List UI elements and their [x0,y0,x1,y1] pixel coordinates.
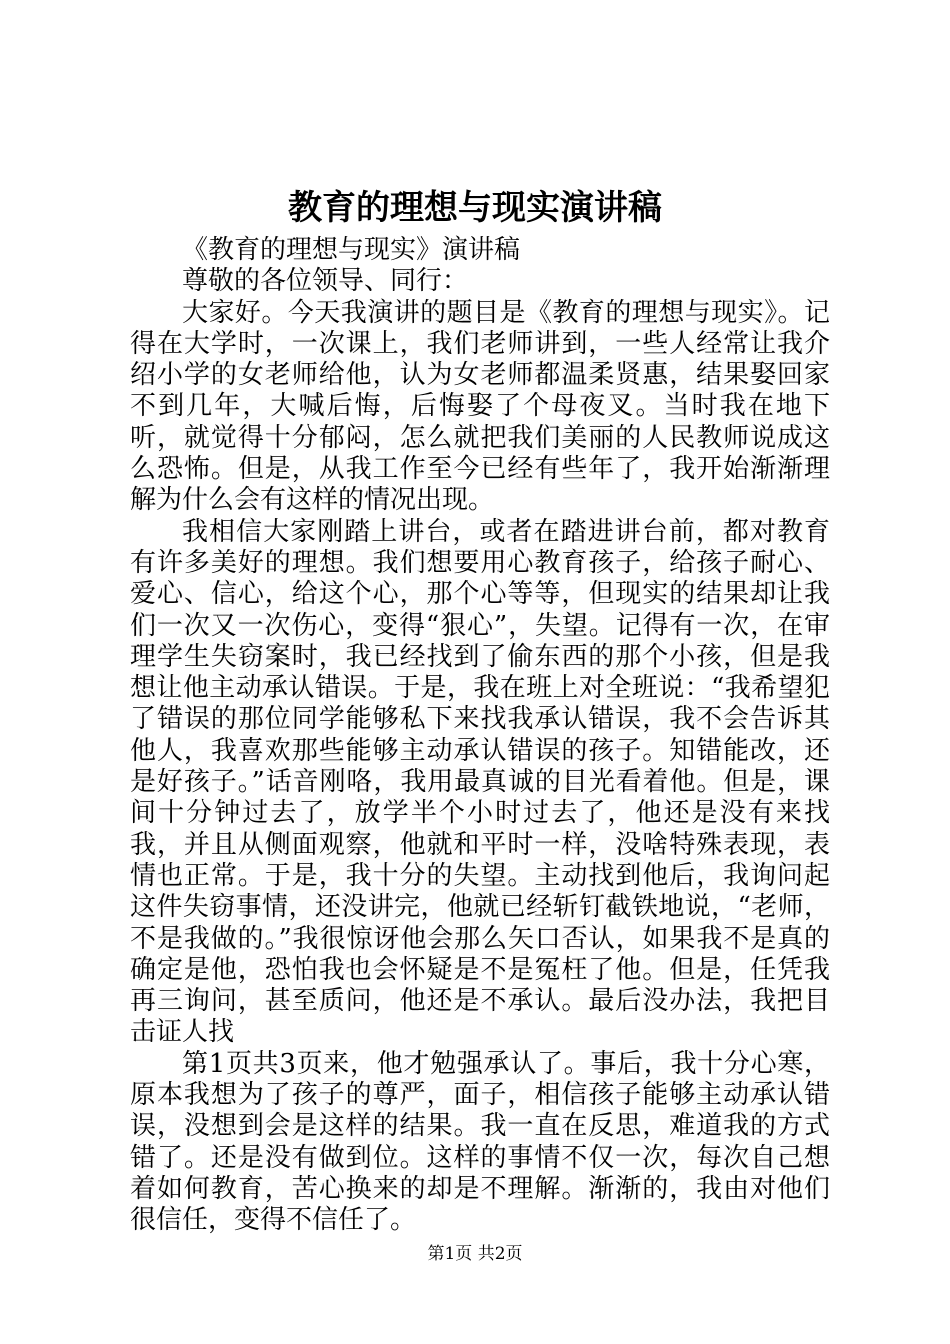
paragraph-intro: 大家好。今天我演讲的题目是《教育的理想与现实》。记得在大学时，一次课上，我们老师讲到，一些人经常让我介绍小学的女老师给他，认为女老师都温柔贤惠，结果娶回家不到几年，大喊后悔，后悔娶了个母夜叉。当时我在地下听，就觉得十分郁闷，怎么就把我们美丽的人民教师说成这么恐怖。但是，从我工作至今已经有些年了，我开始渐渐理解为什么会有这样的情况出现。 [130,297,830,516]
paragraph-reflection: 第1页共3页来，他才勉强承认了。事后，我十分心寒，原本我想为了孩子的尊严，面子，相信孩子能够主动承认错误，没想到会是这样的结果。我一直在反思，难道我的方式错了。还是没有做到位。这样的事情不仅一次，每次自己想着如何教育，苦心换来的却是不理解。渐渐的，我由对他们很信任，变得不信任了。 [130,1048,830,1236]
document-body [130,235,830,1237]
document-title: 教育的理想与现实演讲稿 [288,188,662,228]
paragraph-story: 我相信大家刚踏上讲台，或者在踏进讲台前，都对教育有许多美好的理想。我们想要用心教育孩子，给孩子耐心、爱心、信心，给这个心，那个心等等，但现实的结果却让我们一次又一次伤心，变得“狠心”，失望。记得有一次，在审理学生失窃案时，我已经找到了偷东西的那个小孩，但是我想让他主动承认错误。于是，我在班上对全班说：“我希望犯了错误的那位同学能够私下来找我承认错误，我不会告诉其他人，我喜欢那些能够主动承认错误的孩子。知错能改，还是好孩子。”话音刚咯，我用最真诚的目光看着他。但是，课间十分钟过去了，放学半个小时过去了，他还是没有来找我，并且从侧面观察，他就和平时一样，没啥特殊表现，表情也正常。于是，我十分的失望。主动找到他后，我询问起这件失窃事情，还没讲完，他就已经斩钉截铁地说，“老师，不是我做的。”我很惊讶他会那么矢口否认，如果我不是真的确定是他，恐怕我也会怀疑是不是冤枉了他。但是，任凭我再三询问，甚至质问，他还是不承认。最后没办法，我把目击证人找 [130,516,830,1048]
salutation: 尊敬的各位领导、同行： [182,266,469,297]
speech-heading: 《教育的理想与现实》演讲稿 [182,235,521,265]
page-footer: 第1页 共2页 [427,1244,523,1264]
